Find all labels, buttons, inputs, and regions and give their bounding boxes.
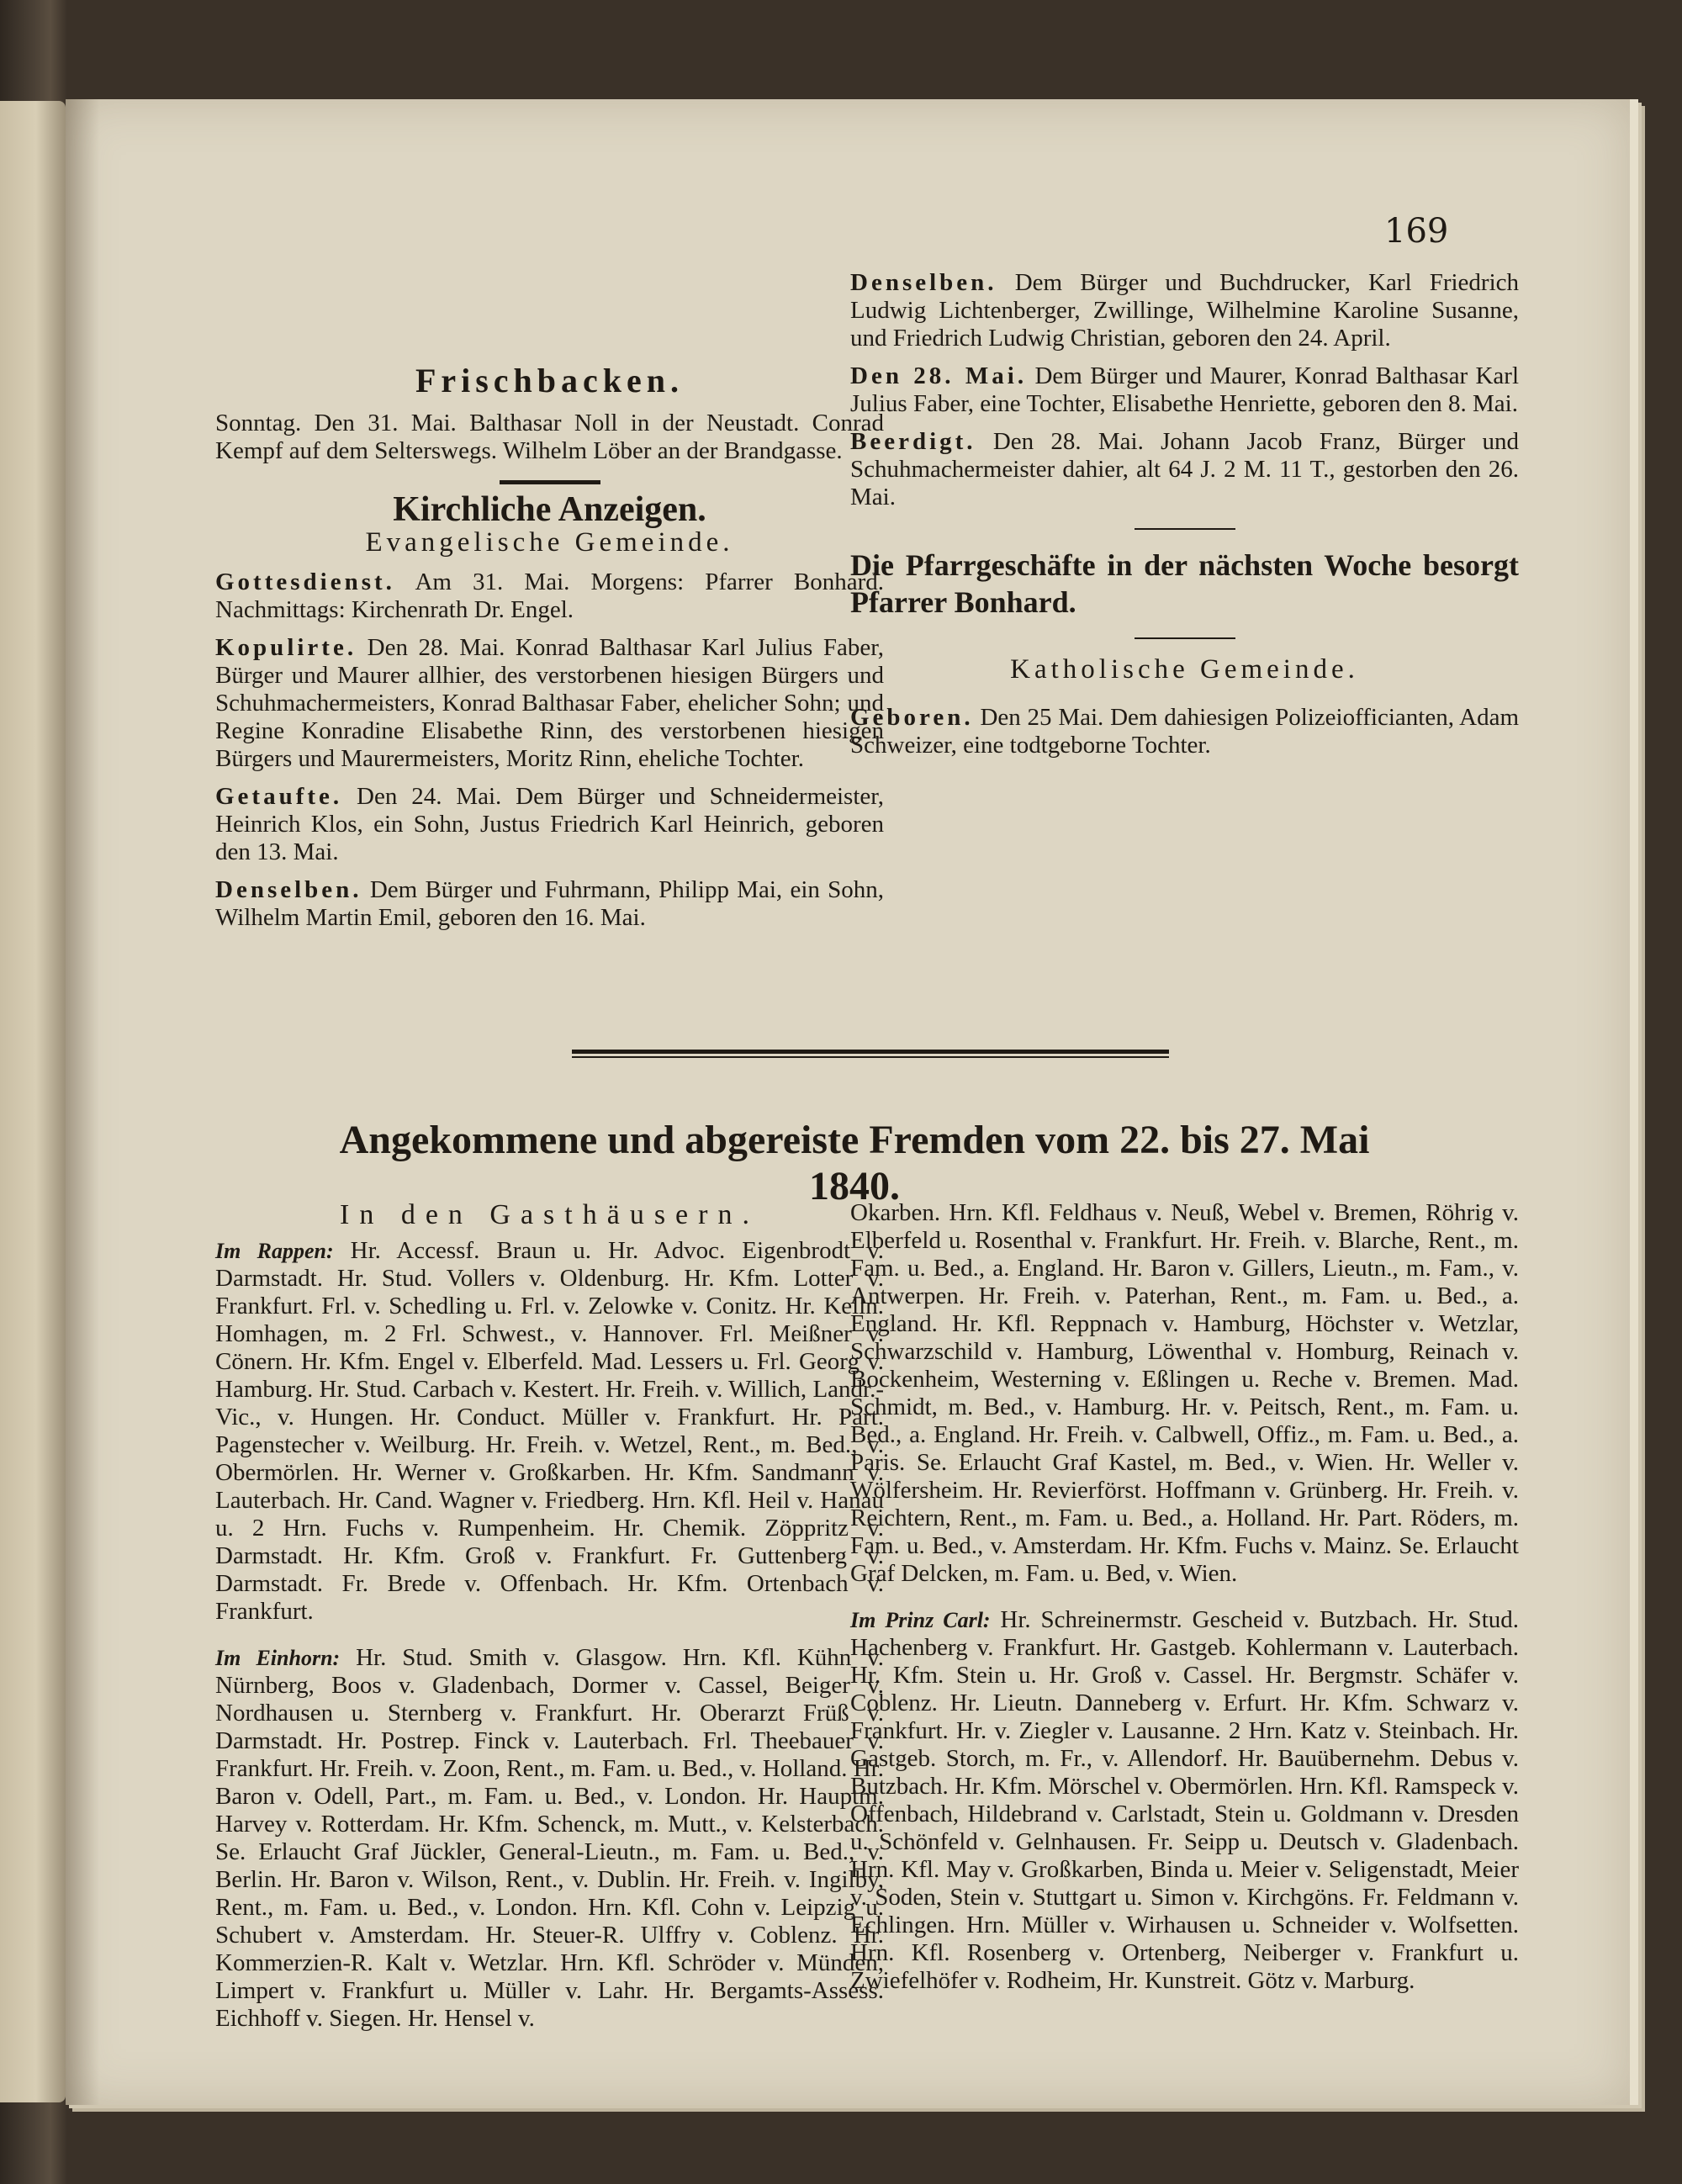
- gasthaeuser-heading: In den Gasthäusern.: [340, 1199, 759, 1230]
- gottesdienst-label: Gottesdienst.: [215, 568, 395, 595]
- column-spacer: [850, 1100, 1519, 1199]
- einhorn-continued: Okarben. Hrn. Kfl. Feldhaus v. Neuß, Webel v. Bremen, Röhrig v. Elberfeld u. Rosenthal v. Frankfurt. Hr. Freih. v. Blarche, Rent., m. Fam. u. Bed., a. England. Hr. Baron v. Gillers, Lieutn., m. Fam., v. Antwerpen. Hr. Freih. v. Paterhan, Rent., m. Fam. u. Bed., a. England. Hr. Kfl. Reppnach v. Hamburg, Höchster v. Wetzlar, Schwarzschild v. Hamburg, Löwenthal v. Homburg, Reinach v. Bockenheim, Westerning v. Eßlingen u. Reche v. Bremen. Mad. Schmidt, m. Bed., v. Hamburg. Hr. v. Peitsch, Rent., m. Fam. u. Bed., a. England. Hr. Freih. v. Calbwell, Offiz., m. Fam. u. Bed., a. Paris. Se. Erlaucht Graf Kastel, m. Bed., v. Wien. Hr. Weller v. Wölfersheim. Hr. Revierförst. Hoffmann v. Grünberg. Hr. Freih. v. Reichtern, Rent., m. Fam. u. Bed., a. Holland. Hr. Part. Röders, m. Fam. u. Bed., v. Amsterdam. Hr. Kfm. Fuchs v. Mainz. Se. Erlaucht Graf Delcken, m. Fam. u. Bed, v. Wien.: [850, 1199, 1519, 1587]
- section-rule: [500, 480, 600, 484]
- kirchliche-heading: Kirchliche Anzeigen.: [393, 490, 706, 529]
- katholische-heading: Katholische Gemeinde.: [1010, 654, 1359, 685]
- beerdigt-entry: [850, 428, 1519, 511]
- geboren-label: Geboren.: [850, 704, 974, 731]
- gottesdienst-text: Am 31. Mai. Morgens: Pfarrer Bonhard. Nachmittags: Kirchenrath Dr. Engel.: [215, 568, 884, 623]
- einhorn-entry: [215, 1644, 884, 2033]
- denselben-text-1: Dem Bürger und Fuhrmann, Philipp Mai, ein Sohn, Wilhelm Martin Emil, geboren den 16. Mai.: [215, 876, 885, 931]
- divider-rule: [572, 1050, 1169, 1054]
- beerdigt-text: Den 28. Mai. Johann Jacob Franz, Bürger und Schuhmachermeister dahier, alt 64 J. 2 M. 11 T., gestorben den 26. Mai.: [850, 428, 1520, 510]
- denselben-label-2: Denselben.: [850, 269, 997, 296]
- gottesdienst-entry: [215, 568, 884, 624]
- pfarrgeschaefte-notice: Die Pfarrgeschäfte in der nächsten Woche besorgt Pfarrer Bonhard.: [850, 548, 1519, 619]
- page-number: 169: [1384, 212, 1449, 251]
- den28-text: Dem Bürger und Maurer, Konrad Balthasar Karl Julius Faber, eine Tochter, Elisabethe Henriette, geboren den 8. Mai.: [850, 362, 1520, 417]
- einhorn-text: Hr. Stud. Smith v. Glasgow. Hrn. Kfl. Kühn v. Nürnberg, Boos v. Gladenbach, Dormer v. Cassel, Beiger v. Nordhausen u. Sternberg v. Frankfurt. Hr. Oberarzt Früß v. Darmstadt. Hr. Postrep. Finck v. Lauterbach. Frl. Theebauer v. Frankfurt. Hr. Freih. v. Zoon, Rent., m. Fam. u. Bed., v. Holland. Hr. Baron v. Odell, Part., m. Fam. u. Bed., v. London. Hr. Hauptm. Harvey v. Rotterdam. Hr. Kfm. Schenck, m. Mutt., v. Kelsterbach. Se. Erlaucht Graf Jückler, General-Lieutn., m. Fam. u. Bed., v. Berlin. Hr. Baron v. Wilson, Rent., v. Dublin. Hr. Freih. v. Ingilby, Rent., m. Fam. u. Bed., v. London. Hrn. Kfl. Cohn v. Leipzig u. Schubert v. Amsterdam. Hr. Steuer-R. Ulffry v. Coblenz. Hr. Kommerzien-R. Kalt v. Wetzlar. Hrn. Kfl. Schröder v. Münden, Limpert v. Frankfurt u. Müller v. Lahr. Hr. Bergamts-Assess. Eichhoff v. Siegen. Hr. Hensel v.: [215, 1644, 885, 2032]
- rappen-venue: Im Rappen:: [215, 1239, 334, 1263]
- column-bottom-left: [215, 1100, 884, 2051]
- denselben-text-2: Dem Bürger und Buchdrucker, Karl Friedrich Ludwig Lichtenberger, Zwillinge, Wilhelmine Karoline Susanne, und Friedrich Ludwig Christian, geboren den 24. April.: [850, 269, 1519, 352]
- denselben-label-1: Denselben.: [215, 876, 362, 903]
- column-bottom-right: [850, 1100, 1519, 2013]
- getaufte-text: Den 24. Mai. Dem Bürger und Schneidermeister, Heinrich Klos, ein Sohn, Justus Friedrich Karl Heinrich, geboren den 13. Mai.: [215, 783, 885, 865]
- denselben-entry-1: [215, 876, 884, 932]
- kopulirte-text: Den 28. Mai. Konrad Balthasar Karl Julius Faber, Bürger und Maurer allhier, des verstorbenen hiesigen Bürgers und Schuhmachermeisters, Konrad Balthasar Faber, ehelicher Sohn; und Regine Konradine Elisabethe Rinn, des verstorbenen hiesigen Bürgers und Maurermeisters, Moritz Rinn, eheliche Tochter.: [215, 634, 884, 772]
- einhorn-venue: Im Einhorn:: [215, 1646, 341, 1670]
- getaufte-entry: [215, 783, 884, 866]
- divider-rule-thin: [572, 1056, 1169, 1058]
- rappen-text: Hr. Accessf. Braun u. Hr. Advoc. Eigenbrodt v. Darmstadt. Hr. Stud. Vollers v. Oldenburg. Hr. Kfm. Lotter v. Frankfurt. Frl. v. Schedling u. Frl. v. Zelowke v. Conitz. Hr. Kelln. Homhagen, m. 2 Frl. Schwest., v. Hannover. Frl. Meißner v. Cönern. Hr. Kfm. Engel v. Elberfeld. Mad. Lessers u. Frl. Georg v. Hamburg. Hr. Stud. Carbach v. Kestert. Hr. Freih. v. Willich, Landr.-Vic., v. Hungen. Hr. Conduct. Müller v. Frankfurt. Hr. Part. Pagenstecher v. Weilburg. Hr. Freih. v. Wetzel, Rent., m. Bed., v. Obermörlen. Hr. Werner v. Großkarben. Hr. Kfm. Sandmann v. Lauterbach. Hr. Cand. Wagner v. Friedberg. Hrn. Kfl. Heil v. Hanau u. 2 Hrn. Fuchs v. Rumpenheim. Hr. Chemik. Zöppritz v. Darmstadt. Hr. Kfm. Groß v. Frankfurt. Fr. Guttenberg v. Darmstadt. Fr. Brede v. Offenbach. Hr. Kfm. Ortenbach v. Frankfurt.: [215, 1237, 885, 1625]
- frischbacken-heading: Frischbacken.: [415, 362, 685, 399]
- column-top-right: [850, 269, 1519, 769]
- den28-entry: [850, 362, 1519, 418]
- kopulirte-label: Kopulirte.: [215, 634, 357, 661]
- rappen-entry: [215, 1237, 884, 1626]
- geboren-text: Den 25 Mai. Dem dahiesigen Polizeiofficianten, Adam Schweizer, eine todtgeborne Tochter.: [850, 704, 1520, 759]
- geboren-entry: [850, 704, 1519, 759]
- getaufte-label: Getaufte.: [215, 783, 343, 810]
- page-content: [66, 99, 1630, 2105]
- fremde-heading: Angekommene und abgereiste Fremden vom 22. bis 27. Mai 1840.: [339, 1118, 1370, 1208]
- denselben-entry-2: [850, 269, 1519, 352]
- evangelische-heading: Evangelische Gemeinde.: [365, 527, 734, 558]
- kopulirte-entry: [215, 634, 884, 773]
- frischbacken-text: Sonntag. Den 31. Mai. Balthasar Noll in der Neustadt. Conrad Kempf auf dem Selterswegs. Wilhelm Löber an der Brandgasse.: [215, 410, 884, 464]
- den28-label: Den 28. Mai.: [850, 362, 1028, 389]
- prinz-carl-venue: Im Prinz Carl:: [850, 1608, 991, 1632]
- newspaper-page: [66, 99, 1638, 2105]
- column-top-left: [215, 267, 884, 942]
- prinz-carl-text: Hr. Schreinermstr. Gescheid v. Butzbach. Hr. Stud. Hachenberg v. Frankfurt. Hr. Gastgeb. Kohlermann v. Lauterbach. Hr. Kfm. Stein u. Hr. Groß v. Cassel. Hr. Bergmstr. Schäfer v. Coblenz. Hr. Lieutn. Danneberg v. Erfurt. Hr. Kfm. Schwarz v. Frankfurt. Hr. v. Ziegler v. Lausanne. 2 Hrn. Katz v. Steinbach. Hr. Gastgeb. Storch, m. Fr., v. Allendorf. Hr. Bauübernehm. Debus v. Butzbach. Hr. Kfm. Mörschel v. Obermörlen. Hrn. Kfl. Ramspeck v. Offenbach, Hildebrand v. Carlstadt, Stein u. Goldmann v. Dresden u. Schönfeld v. Gelnhausen. Fr. Seipp u. Deutsch v. Gladenbach. Hrn. Kfl. May v. Großkarben, Binda u. Meier v. Seligenstadt, Meier v. Soden, Stein v. Stuttgart u. Simon v. Kirchgöns. Fr. Feldmann v. Echlingen. Hrn. Müller v. Wirhausen u. Schneider v. Wolfsetten. Hrn. Kfl. Rosenberg v. Ortenberg, Neiberger v. Frankfurt u. Zwiefelhöfer v. Rodheim, Hr. Kunstreit. Götz v. Marburg.: [850, 1606, 1519, 1994]
- facing-page-edge: [0, 101, 66, 2102]
- beerdigt-label: Beerdigt.: [850, 428, 976, 455]
- section-rule: [1135, 637, 1235, 639]
- section-rule: [1135, 528, 1235, 530]
- prinz-carl-entry: [850, 1606, 1519, 1995]
